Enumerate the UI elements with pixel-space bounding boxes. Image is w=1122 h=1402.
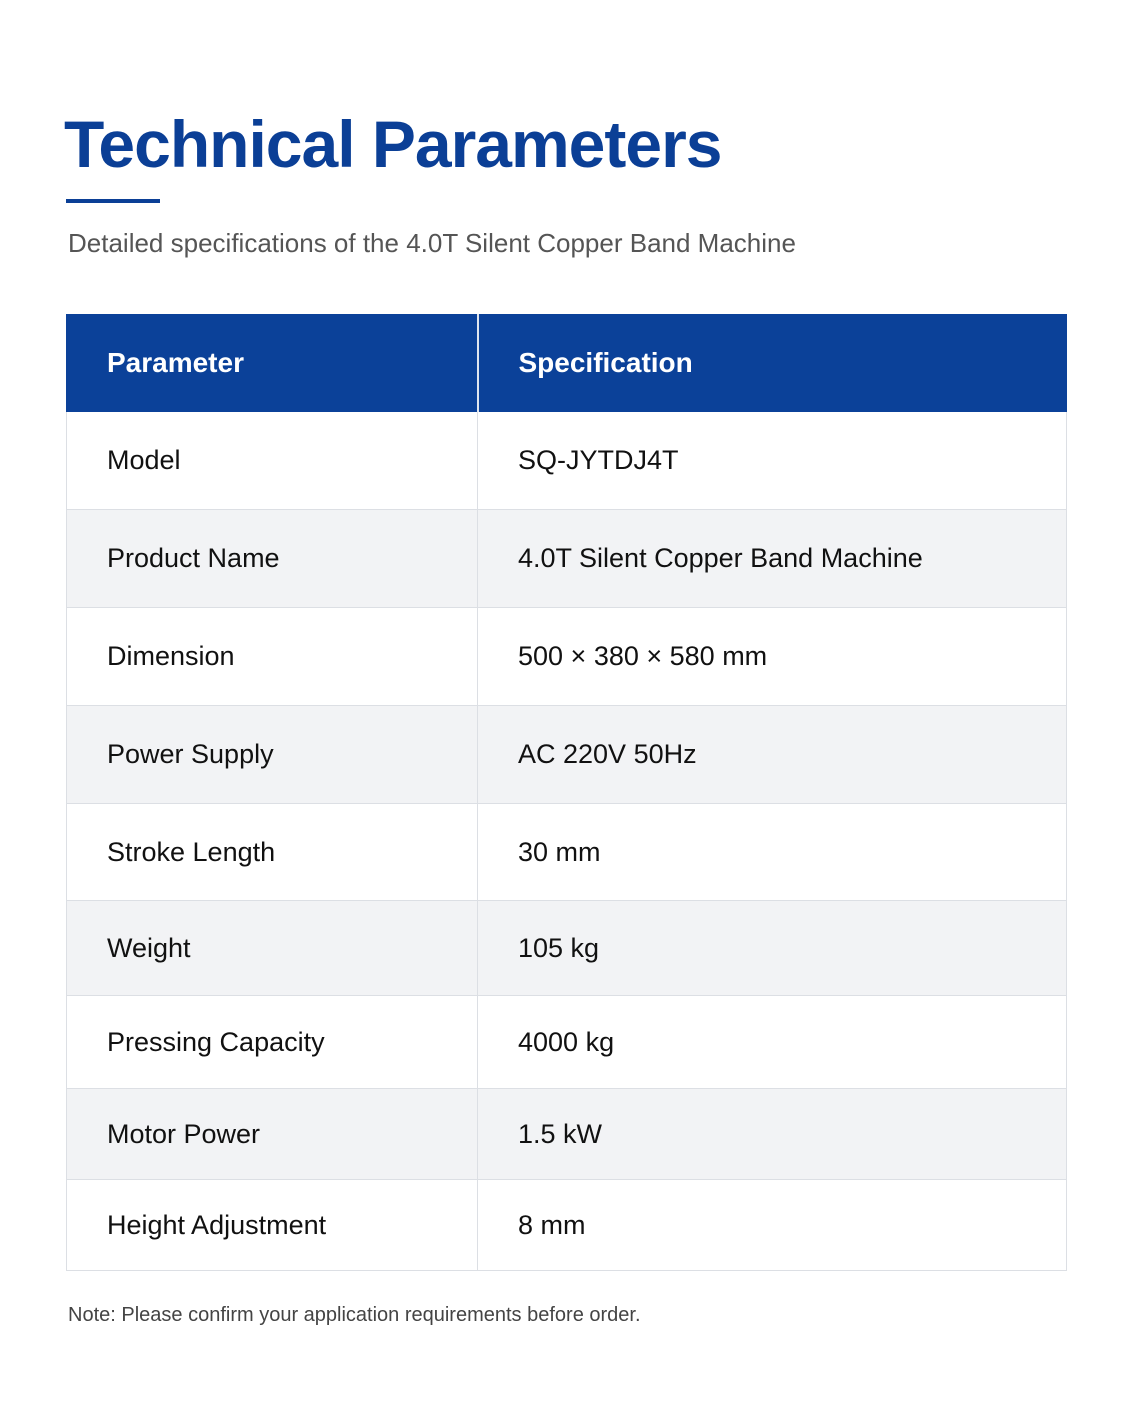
specification-cell: 1.5 kW: [478, 1089, 1067, 1180]
title-underline: [66, 199, 160, 203]
table-row: [67, 804, 1067, 901]
table-row: [67, 901, 1067, 996]
parameter-cell: Pressing Capacity: [67, 996, 478, 1089]
specification-cell: 4000 kg: [478, 996, 1067, 1089]
specification-cell: SQ-JYTDJ4T: [478, 412, 1067, 510]
parameter-cell: Product Name: [67, 510, 478, 608]
table-row: [67, 996, 1067, 1089]
parameter-cell: Model: [67, 412, 478, 510]
parameter-cell: Stroke Length: [67, 804, 478, 901]
specification-cell: 8 mm: [478, 1180, 1067, 1271]
specification-cell: 105 kg: [478, 901, 1067, 996]
footer-note: Note: Please confirm your application requirements before order.: [68, 1304, 641, 1326]
parameter-cell: Motor Power: [67, 1089, 478, 1180]
table-row: [67, 608, 1067, 706]
parameter-cell: Weight: [67, 901, 478, 996]
specification-cell: 30 mm: [478, 804, 1067, 901]
table-row: [67, 1180, 1067, 1271]
spec-table: [66, 314, 1067, 1271]
page-title: Technical Parameters: [64, 107, 722, 181]
parameter-cell: Height Adjustment: [67, 1180, 478, 1271]
column-header-specification: Specification: [478, 315, 1067, 412]
table-row: [67, 412, 1067, 510]
page-subtitle: Detailed specifications of the 4.0T Silent Copper Band Machine: [68, 228, 796, 258]
specification-cell: 4.0T Silent Copper Band Machine: [478, 510, 1067, 608]
table-row: [67, 1089, 1067, 1180]
column-header-parameter: Parameter: [67, 315, 478, 412]
table-header-row: [67, 315, 1067, 412]
parameter-cell: Power Supply: [67, 706, 478, 804]
table-row: [67, 510, 1067, 608]
specification-cell: AC 220V 50Hz: [478, 706, 1067, 804]
table-row: [67, 706, 1067, 804]
parameter-cell: Dimension: [67, 608, 478, 706]
specification-cell: 500 × 380 × 580 mm: [478, 608, 1067, 706]
